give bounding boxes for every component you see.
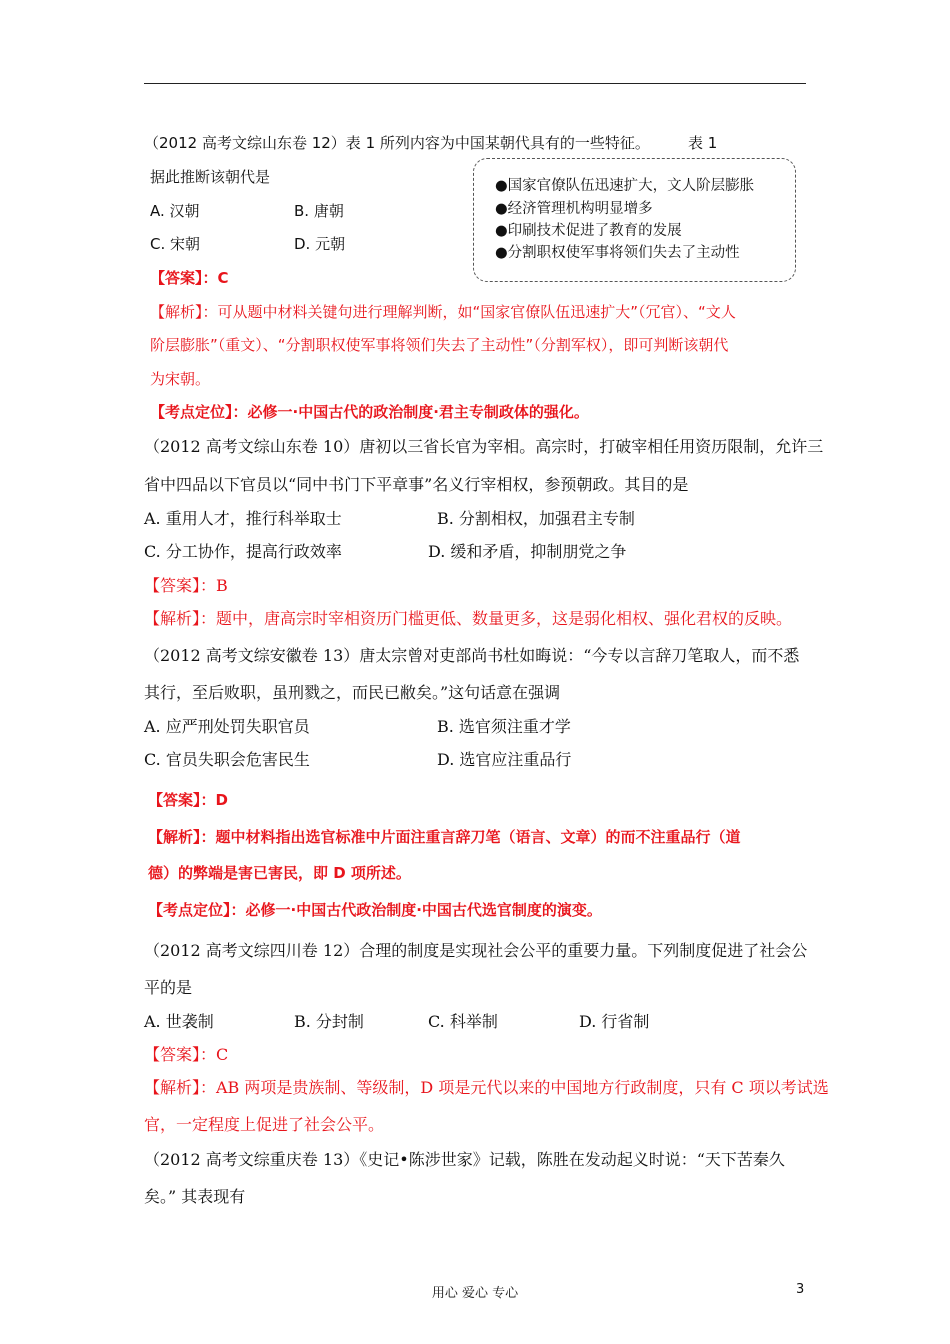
q1-stem-line2: 据此推断该朝代是	[150, 168, 271, 186]
q1-kaodian: 【考点定位】：必修一·中国古代的政治制度·君主专制政体的强化。	[150, 403, 589, 421]
q4-stem-line2: 平的是	[144, 978, 193, 997]
q3-option-c: C. 官员失职会危害民生	[144, 750, 310, 769]
q5-stem-line1: （2012 高考文综重庆卷 13）《史记•陈涉世家》记载，陈胜在发动起义时说：“天下苦秦久	[144, 1150, 785, 1169]
q3-stem-line1: （2012 高考文综安徽卷 13）唐太宗曾对吏部尚书杜如晦说：“今专以言辞刀笔取人，而不悉	[144, 646, 800, 665]
q1-analysis-line2: 阶层膨胀”（重文）、“分割职权使军事将领们失去了主动性”（分割军权），即可判断该朝代	[150, 336, 729, 354]
q4-option-a: A. 世袭制	[144, 1012, 214, 1031]
q2-option-d: D. 缓和矛盾，抑制朋党之争	[428, 542, 627, 561]
page-footer: 用心 爱心 专心	[431, 1286, 519, 1301]
q4-stem-line1: （2012 高考文综四川卷 12）合理的制度是实现社会公平的重要力量。下列制度促进了社会公	[144, 941, 808, 960]
q5-stem-line2: 矣。” 其表现有	[144, 1187, 246, 1206]
q2-answer: 【答案】：B	[144, 576, 228, 595]
q1-box-item: ●印刷技术促进了教育的发展	[495, 223, 682, 239]
q1-stem-line1: （2012 高考文综山东卷 12）表 1 所列内容为中国某朝代具有的一些特征。	[144, 134, 650, 152]
header-rule	[144, 83, 806, 84]
q4-answer: 【答案】：C	[144, 1045, 229, 1064]
q4-analysis-line2: 官，一定程度上促进了社会公平。	[144, 1115, 385, 1134]
q4-analysis-line1: 【解析】：AB 两项是贵族制、等级制，D 项是元代以来的中国地方行政制度，只有 C 项以考试选	[144, 1078, 829, 1097]
q1-box-item: ●分割职权使军事将领们失去了主动性	[495, 245, 740, 261]
q3-option-d: D. 选官应注重品行	[437, 750, 572, 769]
q2-option-b: B. 分割相权，加强君主专制	[437, 509, 635, 528]
q4-option-c: C. 科举制	[428, 1012, 498, 1031]
q2-option-a: A. 重用人才，推行科举取士	[144, 509, 342, 528]
q1-option-d: D. 元朝	[294, 235, 346, 253]
q2-stem-line1: （2012 高考文综山东卷 10）唐初以三省长官为宰相。高宗时，打破宰相任用资历限制，允许三	[144, 437, 824, 456]
q1-option-a: A. 汉朝	[150, 202, 200, 220]
q3-answer: 【答案】：D	[148, 791, 228, 809]
q3-analysis-line2: 德）的弊端是害已害民，即 D 项所述。	[148, 864, 411, 882]
q1-table-label: 表 1	[688, 134, 718, 152]
q1-option-c: C. 宋朝	[150, 235, 201, 253]
q1-analysis-line1: 【解析】：可从题中材料关键句进行理解判断，如“国家官僚队伍迅速扩大”（冗官）、“文人	[150, 303, 736, 321]
page-number: 3	[796, 1282, 805, 1297]
q2-analysis: 【解析】：题中，唐高宗时宰相资历门槛更低、数量更多，这是弱化相权、强化君权的反映。	[144, 609, 793, 628]
q1-answer: 【答案】：C	[150, 269, 229, 287]
q3-stem-line2: 其行，至后败职，虽刑戮之，而民已敝矣。”这句话意在强调	[144, 683, 561, 702]
q1-box-item: ●经济管理机构明显增多	[495, 201, 653, 217]
q3-analysis-line1: 【解析】：题中材料指出选官标准中片面注重言辞刀笔（语言、文章）的而不注重品行（道	[148, 828, 741, 846]
q1-box-item: ●国家官僚队伍迅速扩大，文人阶层膨胀	[495, 178, 755, 194]
q4-option-d: D. 行省制	[579, 1012, 650, 1031]
q1-option-b: B. 唐朝	[294, 202, 344, 220]
q3-option-b: B. 选官须注重才学	[437, 717, 571, 736]
q3-option-a: A. 应严刑处罚失职官员	[144, 717, 310, 736]
q4-option-b: B. 分封制	[294, 1012, 364, 1031]
q2-stem-line2: 省中四品以下官员以“同中书门下平章事”名义行宰相权，参预朝政。其目的是	[144, 475, 689, 494]
q3-kaodian: 【考点定位】：必修一·中国古代政治制度·中国古代选官制度的演变。	[148, 901, 602, 919]
q2-option-c: C. 分工协作，提高行政效率	[144, 542, 342, 561]
q1-analysis-line3: 为宋朝。	[150, 370, 211, 388]
